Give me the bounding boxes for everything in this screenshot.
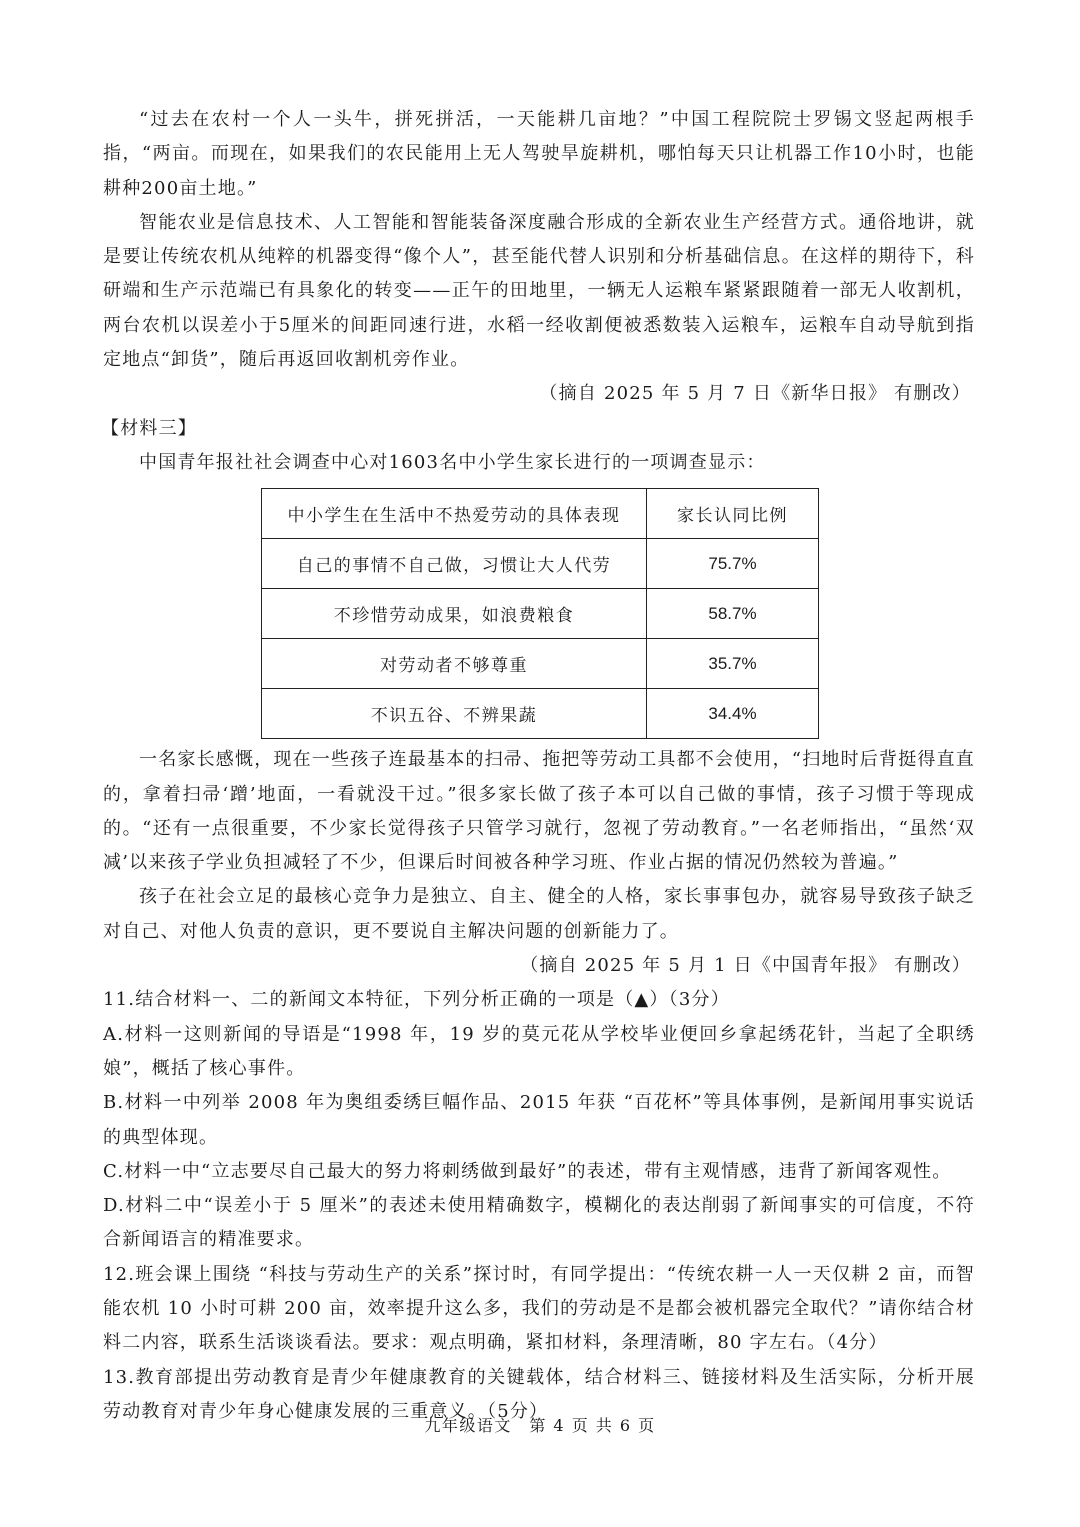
option-d: D.材料二中“误差小于 5 厘米”的表述未使用精确数字，模糊化的表达削弱了新闻事实的可信度，不符合新闻语言的精准要求。: [103, 1195, 975, 1251]
question-13: 13.教育部提出劳动教育是青少年健康教育的关键载体，结合材料三、链接材料及生活实际，分析开展劳动教育对青少年身心健康发展的三重意义。（5分）: [103, 1366, 975, 1422]
percent-cell: 35.7%: [647, 639, 819, 689]
table-row: [262, 539, 819, 589]
paragraph: 智能农业是信息技术、人工智能和智能装备深度融合形成的全新农业生产经营方式。通俗地讲，就是要让传统农机从纯粹的机器变得“像个人”，甚至能代替人识别和分析基础信息。在这样的期待下，科研端和生产示范端已有具象化的转变——正午的田地里，一辆无人运粮车紧紧跟随着一部无人收割机，两台农机以误差小于5厘米的间距同速行进，水稻一经收割便被悉数装入运粮车，运粮车自动导航到指定地点“卸货”，随后再返回收割机旁作业。: [103, 211, 975, 371]
table-header-row: [262, 489, 819, 539]
option-c: C.材料一中“立志要尽自己最大的努力将刺绣做到最好”的表述，带有主观情感，违背了新闻客观性。: [103, 1160, 952, 1182]
question-11: 11.结合材料一、二的新闻文本特征，下列分析正确的一项是（▲）（3分）: [103, 989, 730, 1011]
section-heading: 【材料三】: [101, 417, 197, 439]
table-row: [262, 689, 819, 739]
page-footer: 九年级语文 第 4 页 共 6 页: [424, 1416, 656, 1435]
source-citation: （摘自 2025 年 5 月 7 日《新华日报》 有删改）: [539, 383, 971, 405]
exam-page: [103, 103, 975, 1429]
paragraph: 一名家长感慨，现在一些孩子连最基本的扫帚、拖把等劳动工具都不会使用，“扫地时后背挺得直直的，拿着扫帚‘蹭’地面，一看就没干过。”很多家长做了孩子本可以自己做的事情，孩子习惯于等现成的。“还有一点很重要，不少家长觉得孩子只管学习就行，忽视了劳动教育。”一名老师指出，“虽然‘双减’以来孩子学业负担减轻了不少，但课后时间被各种学习班、作业占据的情况仍然较为普遍。”: [103, 749, 975, 874]
source-citation: （摘自 2025 年 5 月 1 日《中国青年报》 有删改）: [520, 955, 971, 977]
paragraph: “过去在农村一个人一头牛，拼死拼活，一天能耕几亩地？”中国工程院院士罗锡文竖起两根手指，“两亩。而现在，如果我们的农民能用上无人驾驶旱旋耕机，哪怕每天只让机器工作10小时，也能耕种200亩土地。”: [103, 109, 975, 199]
percent-cell: 58.7%: [647, 589, 819, 639]
table-row: [262, 639, 819, 689]
percent-cell: 75.7%: [647, 539, 819, 589]
behavior-cell: 不珍惜劳动成果，如浪费粮食: [262, 589, 647, 639]
survey-table: [261, 488, 819, 739]
option-b: B.材料一中列举 2008 年为奥组委绣巨幅作品、2015 年获 “百花杯”等具体事例，是新闻用事实说话的典型体现。: [103, 1092, 975, 1148]
question-12: 12.班会课上围绕 “科技与劳动生产的关系”探讨时，有同学提出：“传统农耕一人一天仅耕 2 亩，而智能农机 10 小时可耕 200 亩，效率提升这么多，我们的劳动是不是都会被机器完全取代？”请你结合材料二内容，联系生活谈谈看法。要求：观点明确，紧扣材料，条理清晰，80 字左右。（4分）: [103, 1263, 975, 1354]
behavior-cell: 不识五谷、不辨果蔬: [262, 689, 647, 739]
option-a: A.材料一这则新闻的导语是“1998 年，19 岁的莫元花从学校毕业便回乡拿起绣花针，当起了全职绣娘”，概括了核心事件。: [103, 1023, 975, 1079]
column-header: 家长认同比例: [647, 489, 819, 539]
behavior-cell: 自己的事情不自己做，习惯让大人代劳: [262, 539, 647, 589]
behavior-cell: 对劳动者不够尊重: [262, 639, 647, 689]
column-header: 中小学生在生活中不热爱劳动的具体表现: [262, 489, 647, 539]
survey-intro: 中国青年报社社会调查中心对1603名中小学生家长进行的一项调查显示：: [139, 451, 766, 473]
table-row: [262, 589, 819, 639]
percent-cell: 34.4%: [647, 689, 819, 739]
paragraph: 孩子在社会立足的最核心竞争力是独立、自主、健全的人格，家长事事包办，就容易导致孩子缺乏对自己、对他人负责的意识，更不要说自主解决问题的创新能力了。: [103, 886, 975, 942]
